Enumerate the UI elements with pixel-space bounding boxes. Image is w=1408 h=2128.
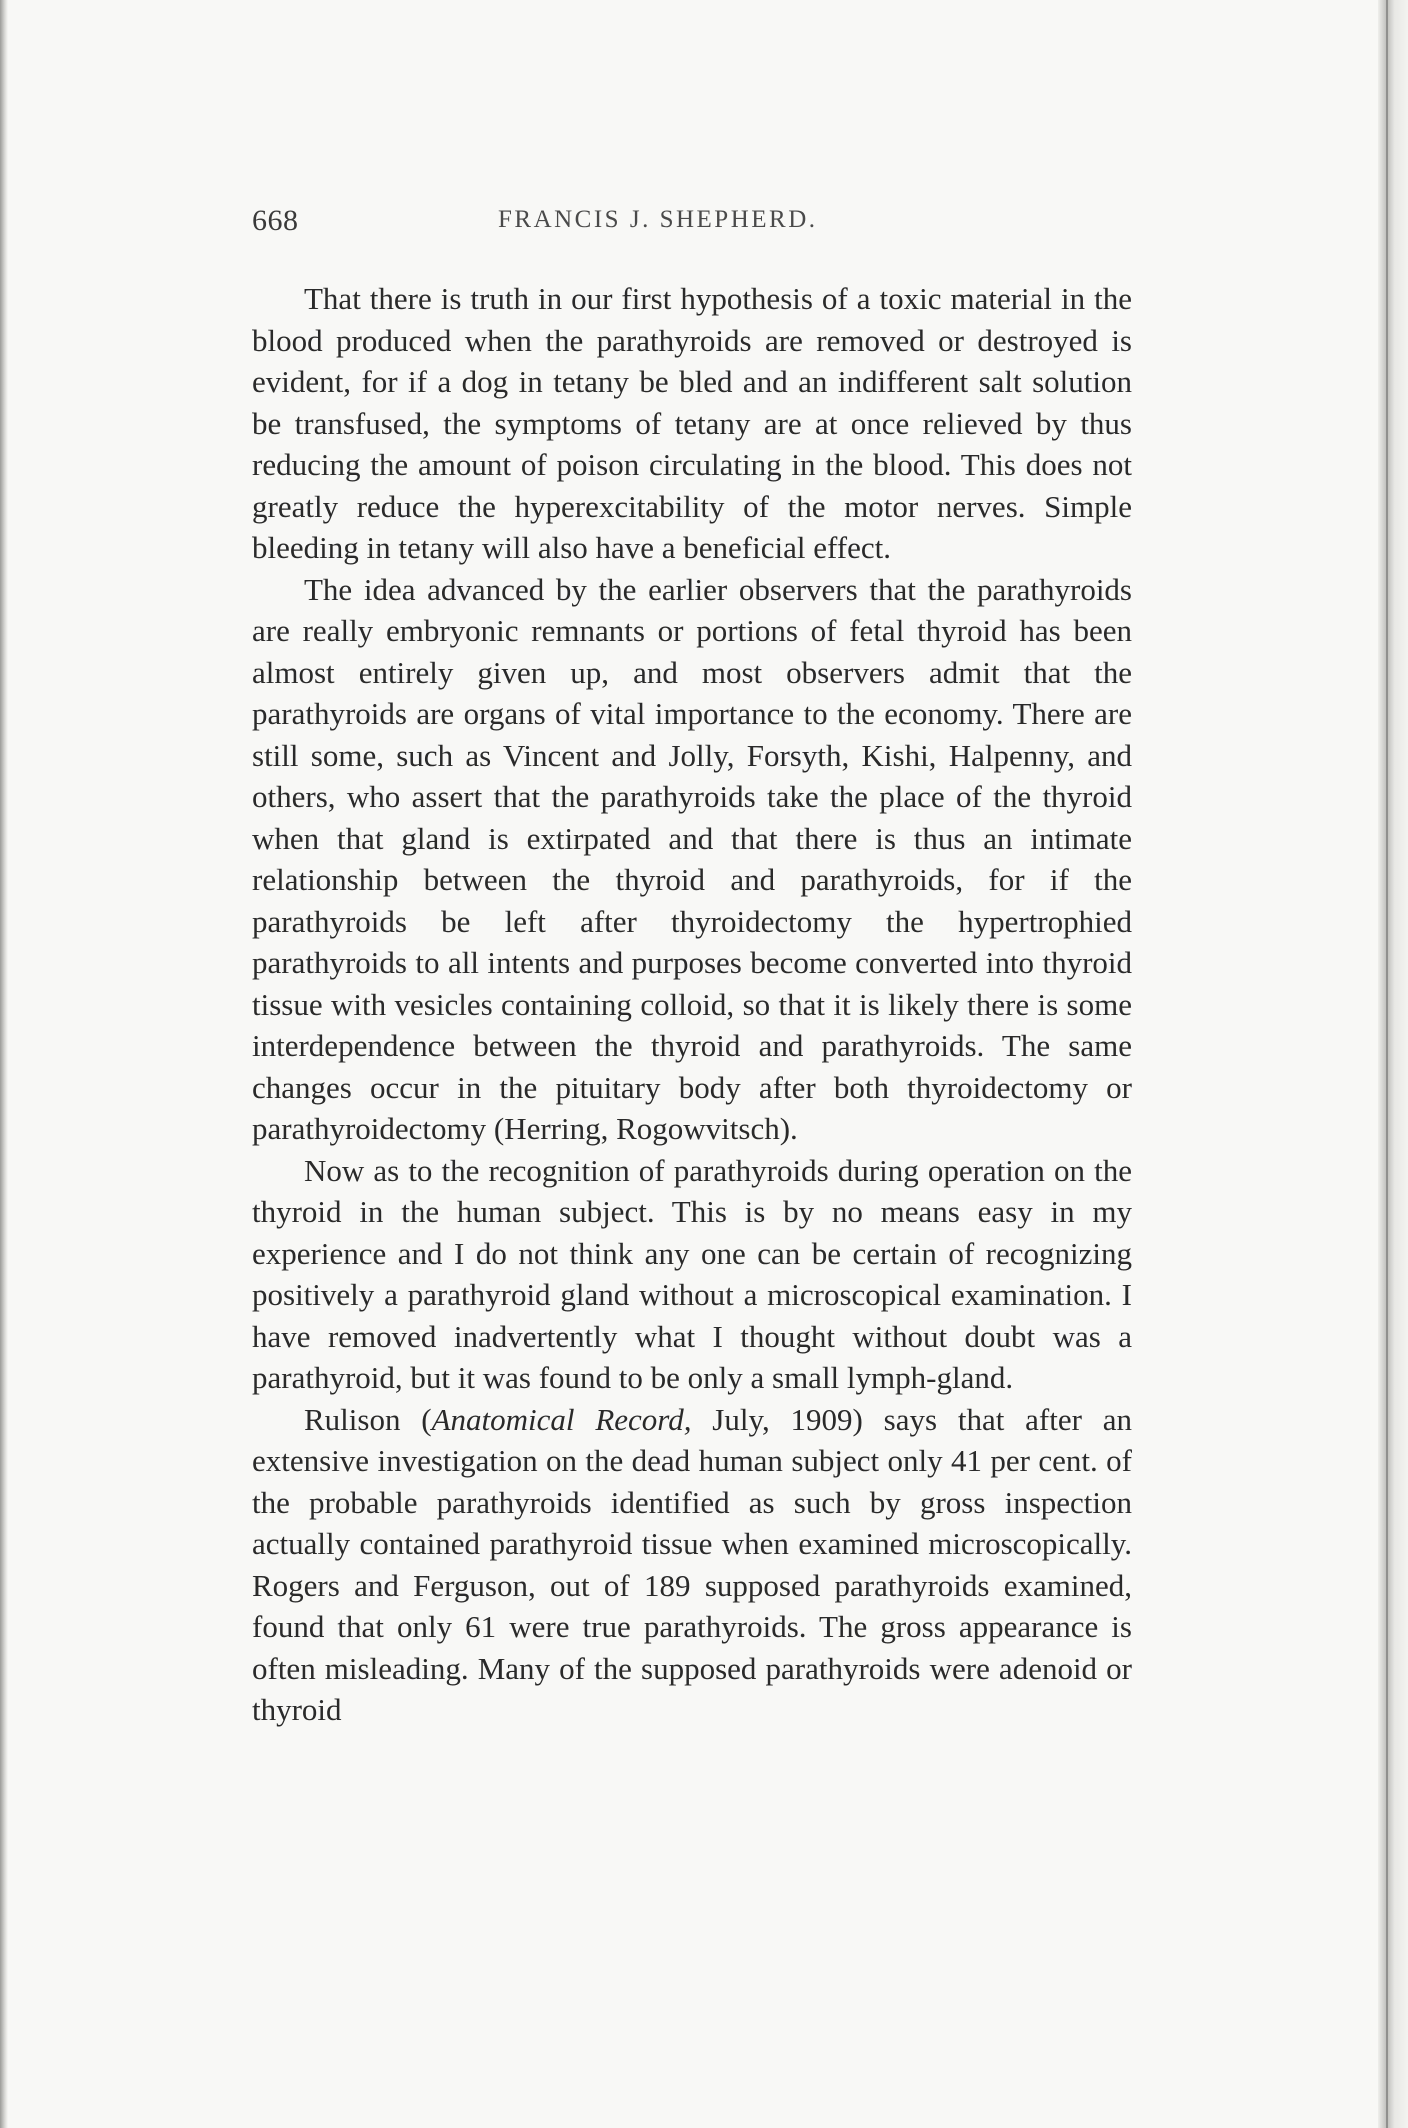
running-head-title: FRANCIS J. SHEPHERD.: [498, 206, 818, 233]
body-text: [252, 278, 1132, 1731]
paragraph-rulison-body: July, 1909) says that after an extensive investigation on the dead human subject only 41 per cent. of the probable parathyroids identified as such by gross inspection actually contained parathyroid tissue when examined microscopically. Rogers and Ferguson, out of 189 supposed parathyroids examined, found that only 61 were true parathyroids. The gross appearance is often misleading. Many of the supposed parathyroids were adenoid or thyroid: [252, 1401, 1132, 1727]
paragraph-rulison-lead: Rulison (: [304, 1401, 432, 1437]
paragraph-rulison: [252, 1399, 1132, 1731]
paragraph-toxic-hypothesis: That there is truth in our first hypothesis of a toxic material in the blood produced when the parathyroids are removed or destroyed is evident, for if a dog in tetany be bled and an indifferent salt solution be transfused, the symptoms of tetany are at once relieved by thus reducing the amount of poison circulating in the blood. This does not greatly reduce the hyperexcitability of the motor nerves. Simple bleeding in tetany will also have a beneficial effect.: [252, 281, 1132, 565]
paragraph-embryonic-remnants: The idea advanced by the earlier observers that the parathyroids are really embryonic remnants or portions of fetal thyroid has been almost entirely given up, and most observers admit that the parathyroids are organs of vital importance to the economy. There are still some, such as Vincent and Jolly, Forsyth, Kishi, Halpenny, and others, who assert that the parathyroids take the place of the thyroid when that gland is extirpated and that there is thus an intimate relationship between the thyroid and parathyroids, for if the parathyroids be left after thyroidectomy the hypertrophied parathyroids to all intents and purposes become converted into thyroid tissue with vesicles containing colloid, so that it is likely there is some interdependence between the thyroid and parathyroids. The same changes occur in the pituitary body after both thyroidectomy or parathyroidectomy (Herring, Rogowvitsch).: [252, 571, 1132, 1146]
page-number: 668: [252, 204, 299, 237]
scan-edge-right: [1378, 0, 1408, 2128]
running-head: [252, 204, 1132, 244]
journal-citation: Anatomical Record,: [431, 1401, 692, 1437]
scan-binding-line: [1386, 0, 1388, 2128]
scan-edge-left: [0, 0, 8, 2128]
paragraph-recognition: Now as to the recognition of parathyroids during operation on the thyroid in the human subject. This is by no means easy in my experience and I do not think any one can be certain of recognizing positively a parathyroid gland without a microscopical examination. I have removed inadvertently what I thought without doubt was a parathyroid, but it was found to be only a small lymph-gland.: [252, 1152, 1132, 1395]
